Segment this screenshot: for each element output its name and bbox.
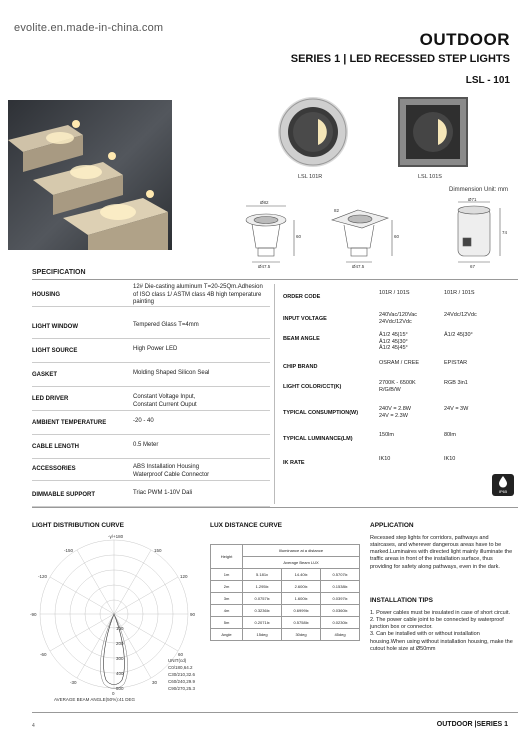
install-tip: 3. Can be installed with or without installation housing.When using without installation housing, make the cutout hole size at Ø50mm xyxy=(370,631,513,652)
spec-value: -20 - 40 xyxy=(133,418,154,424)
lux-cell: 0.6999lx xyxy=(282,605,321,617)
installation-title: INSTALLATION TIPS xyxy=(370,597,433,604)
angle-label: -60 xyxy=(40,652,47,657)
light-curve-title: LIGHT DISTRIBUTION CURVE xyxy=(32,522,124,529)
curve-legend: C30/210,32.6 xyxy=(168,672,196,677)
spec-label: GASKET xyxy=(32,372,58,378)
radial-label: 500 xyxy=(116,686,124,691)
lux-cell: 0.0230lx xyxy=(321,617,360,629)
light-distribution-chart xyxy=(28,534,203,704)
spec-value: Molding Shaped Silicon Seal xyxy=(133,370,210,376)
lux-cell: 0.0360lx xyxy=(321,605,360,617)
spec-value: 0.5 Meter xyxy=(133,442,159,448)
lux-cell: 14.40lx xyxy=(282,569,321,581)
angle-label: 60 xyxy=(178,652,184,657)
angle-label: 150 xyxy=(154,548,162,553)
curve-legend: C90/270,25.3 xyxy=(168,686,196,691)
spec-value: Constant Voltage Input, Constant Current Ouput xyxy=(133,394,197,408)
ip-badge-label: IP65 xyxy=(498,489,508,494)
product-square-label: LSL 101S xyxy=(418,174,442,180)
spec-right-value: EPISTAR xyxy=(444,360,468,366)
spec-value: ABS Installation Housing Waterproof Cable Connector xyxy=(133,464,210,478)
angle-label: 120 xyxy=(180,574,188,579)
spec-right-value: 101R / 101S xyxy=(444,290,475,296)
angle-label: -120 xyxy=(38,574,48,579)
spec-right-label: LIGHT COLOR/CCT(K) xyxy=(283,384,342,390)
spec-title: SPECIFICATION xyxy=(32,269,86,276)
radial-label: 100 xyxy=(116,626,124,631)
installation-list xyxy=(370,610,515,653)
lux-cell: 0.5707lx xyxy=(321,569,360,581)
lux-row xyxy=(211,593,360,605)
lux-cell: 5m xyxy=(211,617,243,629)
row-divider xyxy=(32,362,270,363)
spec-right-value: 240Vac/120Vac 24Vdc/12Vdc xyxy=(379,312,418,325)
lux-row xyxy=(211,617,360,629)
lux-head1: Illuminance at a distance xyxy=(243,545,360,557)
install-tip: 1. Power cables must be insulated in case of short circuit. xyxy=(370,610,511,616)
row-divider xyxy=(32,434,270,435)
lux-row xyxy=(211,605,360,617)
model-number: LSL - 101 xyxy=(465,75,510,86)
page-number: 4 xyxy=(32,723,35,729)
spec-right-label: CHIP BRAND xyxy=(283,364,318,370)
curve-top-label: -γ/+180 xyxy=(108,534,124,539)
spec-label: AMBIENT TEMPERATURE xyxy=(32,420,107,426)
spec-label: CABLE LENGTH xyxy=(32,444,79,450)
row-divider xyxy=(32,410,270,411)
product-round-label: LSL 101R xyxy=(298,174,323,180)
dim-round-top: Ø82 xyxy=(260,200,269,205)
lux-table-wrap xyxy=(210,544,360,641)
curve-legend: C0/180,64.2 xyxy=(168,665,193,670)
dimension-note: Dimmension Unit: mm xyxy=(448,187,508,193)
row-divider xyxy=(32,386,270,387)
row-divider xyxy=(32,480,270,481)
lux-cell: 0.0397lx xyxy=(321,593,360,605)
spec-right-value: 24V = 3W xyxy=(444,406,469,412)
curve-legend: C60/240,29.9 xyxy=(168,679,196,684)
lux-cell: 1.600lx xyxy=(282,593,321,605)
spec-label: LED DRIVER xyxy=(32,396,69,402)
spec-label: LIGHT WINDOW xyxy=(32,324,78,330)
spec-right-value: 2700K - 6500K R/G/B/W xyxy=(379,380,416,393)
spec-right-label: ORDER CODE xyxy=(283,294,321,300)
spec-value: 12# Die-casting aluminum T=20-25Qm.Adhesion of ISO class 1/ ASTM class 4B high temperature painting xyxy=(133,284,263,305)
spec-right-value: 150lm xyxy=(379,432,394,438)
dim-round-h: 60 xyxy=(296,234,302,239)
lux-angle-cell: 45deg xyxy=(321,629,360,641)
lux-angle-row xyxy=(211,629,360,641)
lux-cell: 0.3236lx xyxy=(243,605,282,617)
lux-row xyxy=(211,581,360,593)
application-title: APPLICATION xyxy=(370,522,414,529)
radial-label: 400 xyxy=(116,671,124,676)
spec-right-value: OSRAM / CREE xyxy=(379,360,420,366)
category-title: OUTDOOR xyxy=(419,30,510,49)
angle-label: -30 xyxy=(70,680,77,685)
curve-unit: UNIT(cd) xyxy=(168,658,187,663)
row-divider xyxy=(32,306,270,307)
lux-table xyxy=(210,544,360,641)
spec-right-value: RGB 3in1 xyxy=(444,380,468,386)
dim-cyl-top: Ø71 xyxy=(468,198,477,202)
spec-divider xyxy=(32,279,518,280)
ip-badge xyxy=(492,474,514,496)
spec-label: HOUSING xyxy=(32,292,61,298)
lux-angle-cell: 15deg xyxy=(243,629,282,641)
lux-cell: 4m xyxy=(211,605,243,617)
spec-right-label: INPUT VOLTAGE xyxy=(283,316,327,322)
spec-right-value: IK10 xyxy=(379,456,391,462)
dim-cyl-base: 67 xyxy=(470,264,476,268)
lux-cell: 1m xyxy=(211,569,243,581)
install-tip: 2. The power cable joint to be connected by waterproof junction box or connector. xyxy=(370,617,504,631)
lux-cell: 0.2071lx xyxy=(243,617,282,629)
spec-right-value: Â1/2 45|30° xyxy=(444,332,473,338)
spec-right-label: TYPICAL CONSUMPTION(W) xyxy=(283,410,359,416)
row-divider xyxy=(32,338,270,339)
curve-caption: AVERAGE BEAM ANGLE(50%):41 DEG xyxy=(54,697,135,702)
spec-right-value: IK10 xyxy=(444,456,456,462)
application-text: Recessed step lights for corridors, pathways and staircases, and wherever dangerous areas have to be marked.Luminaires with directed light mainly illuminate the traffic areas in front of the installation surface, thus providing for safety along pathways, even in the dark. xyxy=(370,535,513,570)
lux-head2: Average Beam LUX xyxy=(243,557,360,569)
lux-angle-cell: Angle xyxy=(211,629,243,641)
water-drop-icon xyxy=(492,474,514,488)
lux-title: LUX DISTANCE CURVE xyxy=(210,522,282,529)
site-url: evolite.en.made-in-china.com xyxy=(14,22,164,34)
series-title: SERIES 1 | LED RECESSED STEP LIGHTS xyxy=(290,53,510,65)
spec-right-value: 24Vdc/12Vdc xyxy=(444,312,477,318)
dim-sq-base: Ø47.5 xyxy=(352,264,365,268)
angle-label: 90 xyxy=(190,612,196,617)
spec-right-label: BEAM ANGLE xyxy=(283,336,320,342)
angle-label: 0 xyxy=(112,691,115,696)
spec-right-value: Â1/2 45|15° Â1/2 45|30° Â1/2 45|45° xyxy=(379,332,408,352)
lux-cell: 3m xyxy=(211,593,243,605)
spec-value: Tempered Glass T=4mm xyxy=(133,322,199,328)
lux-cell: 1.295lx xyxy=(243,581,282,593)
lux-cell: 2.600lx xyxy=(282,581,321,593)
dimension-drawings xyxy=(238,198,518,268)
spec-right-label: TYPICAL LUMINANCE(LM) xyxy=(283,436,353,442)
lux-height-header: Height xyxy=(211,545,243,569)
spec-label: DIMMABLE SUPPORT xyxy=(32,492,95,498)
dim-sq-h: 60 xyxy=(394,234,400,239)
section-divider xyxy=(32,507,518,508)
dim-sq-top: 82 xyxy=(334,208,340,213)
spec-label: ACCESSORIES xyxy=(32,466,76,472)
lux-cell: 0.5758lx xyxy=(282,617,321,629)
angle-label: -150 xyxy=(64,548,74,553)
spec-right-value: 240V = 2.8W 24V = 2.3W xyxy=(379,406,411,419)
row-divider xyxy=(32,458,270,459)
spec-right-value: 101R / 101S xyxy=(379,290,410,296)
footer-divider xyxy=(32,712,518,713)
lux-cell: 0.1538lx xyxy=(321,581,360,593)
lux-cell: 5.181x xyxy=(243,569,282,581)
dim-round-base: Ø47.5 xyxy=(258,264,271,268)
lux-cell: 2m xyxy=(211,581,243,593)
product-square-image xyxy=(398,97,468,167)
stairs-photo xyxy=(8,100,172,250)
product-round-image xyxy=(278,97,348,167)
spec-value: High Power LED xyxy=(133,346,178,352)
radial-label: 300 xyxy=(116,656,124,661)
angle-label: -90 xyxy=(30,612,37,617)
spec-label: LIGHT SOURCE xyxy=(32,348,78,354)
radial-label: 200 xyxy=(116,641,124,646)
lux-cell: 0.0757lx xyxy=(243,593,282,605)
spec-column-divider xyxy=(274,284,275,504)
spec-right-label: IK RATE xyxy=(283,460,305,466)
lux-angle-cell: 30deg xyxy=(282,629,321,641)
spec-value: Triac PWM 1-10V Dali xyxy=(133,490,193,496)
footer-label: OUTDOOR |SERIES 1 xyxy=(436,721,508,728)
spec-right-value: 80lm xyxy=(444,432,456,438)
angle-label: 30 xyxy=(152,680,158,685)
lux-row xyxy=(211,569,360,581)
dim-cyl-h: 74 xyxy=(502,230,508,235)
